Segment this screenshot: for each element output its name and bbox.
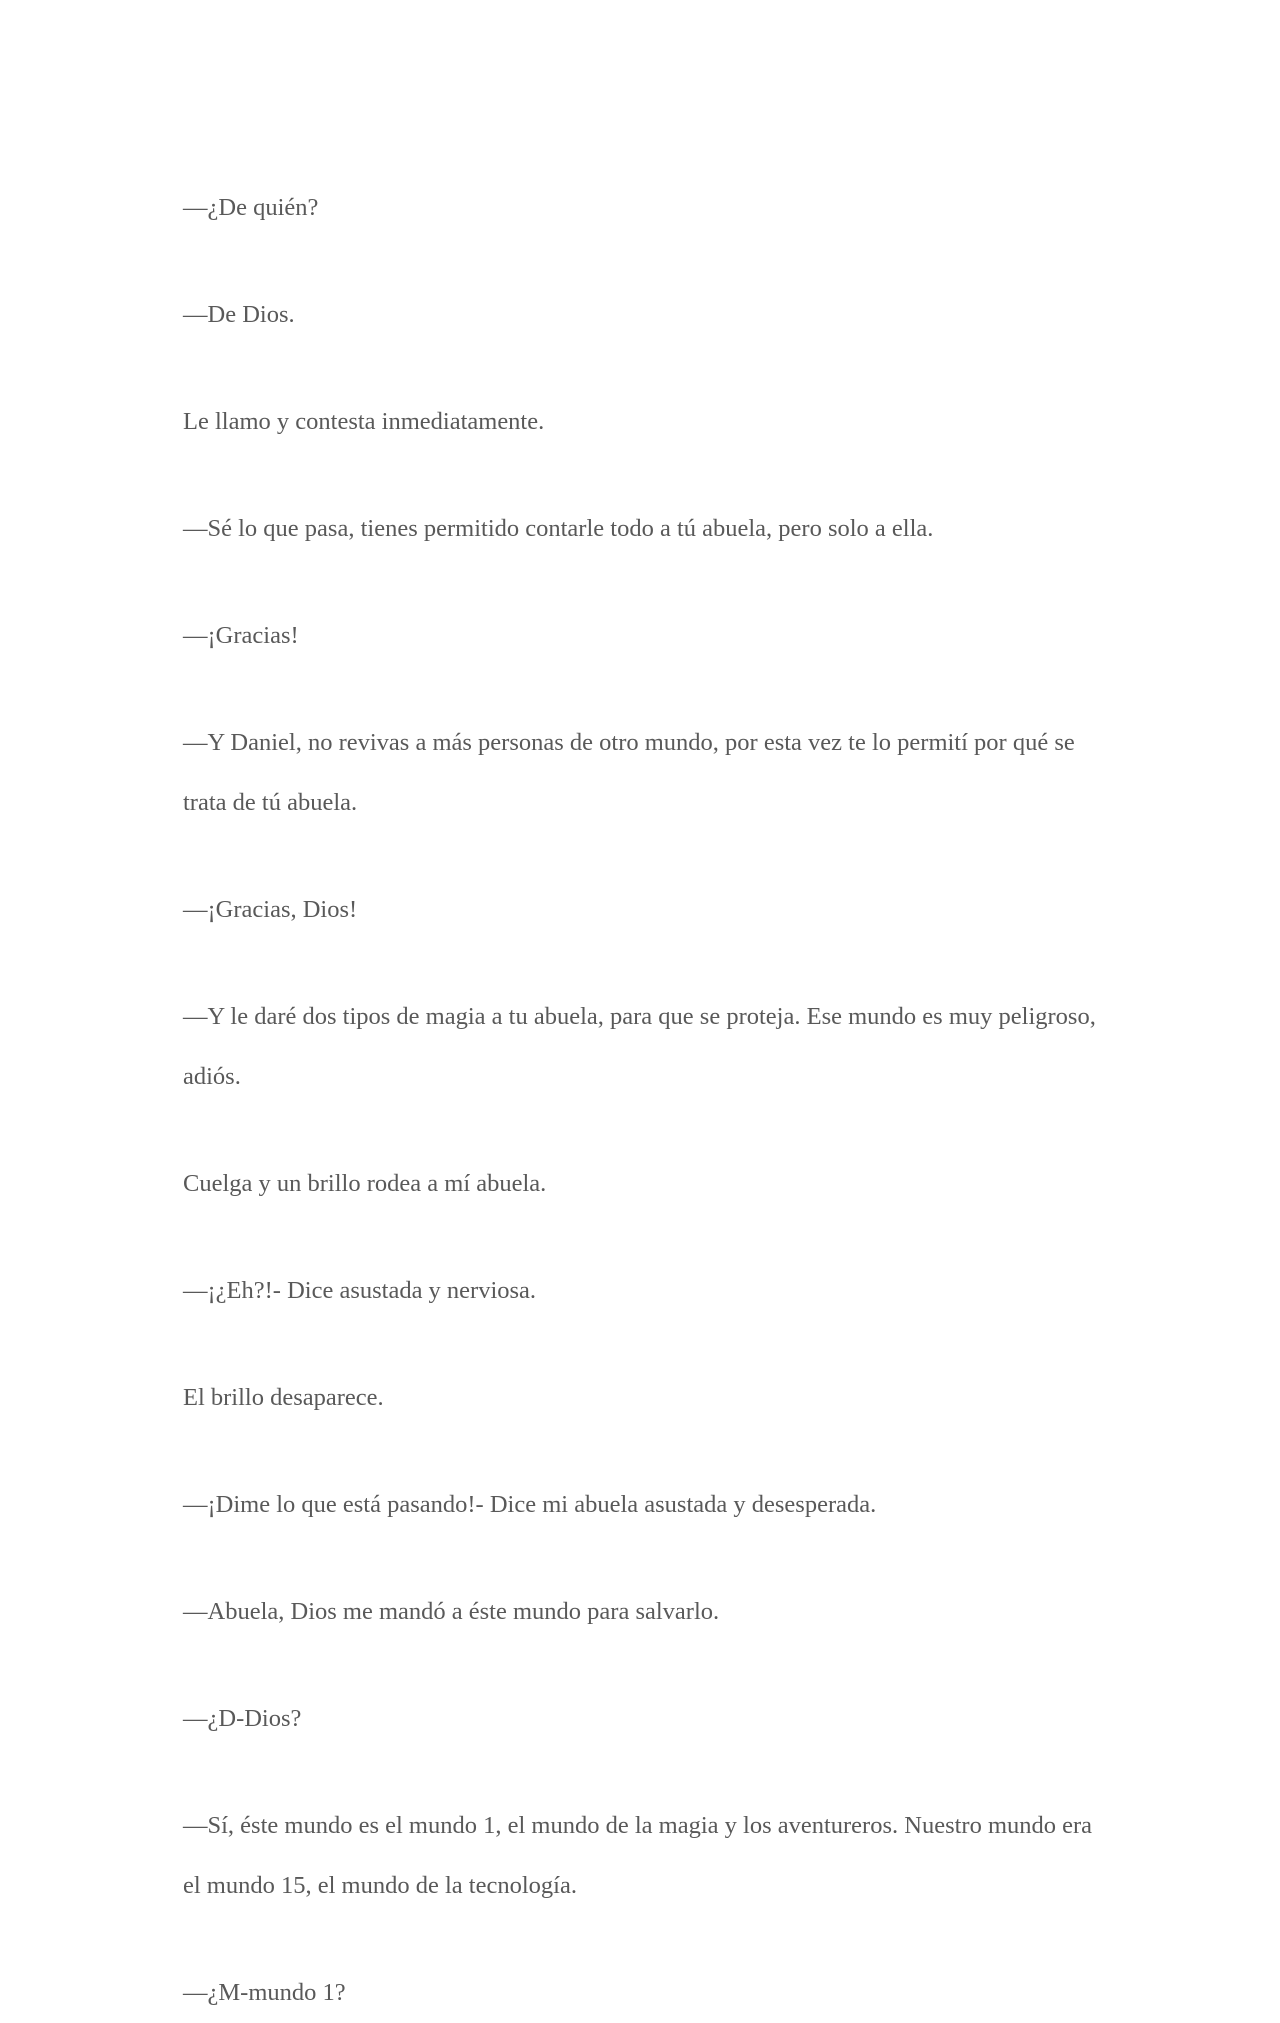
document-body — [183, 178, 1103, 2023]
paragraph: —¿D-Dios? — [183, 1705, 302, 1732]
paragraph: —¿M-mundo 1? — [183, 1979, 346, 2006]
paragraph: —¡Dime lo que está pasando!- Dice mi abuela asustada y desesperada. — [183, 1491, 877, 1518]
paragraph: Cuelga y un brillo rodea a mí abuela. — [183, 1170, 547, 1197]
paragraph: El brillo desaparece. — [183, 1384, 384, 1411]
paragraph: —Y Daniel, no revivas a más personas de otro mundo, por esta vez te lo permití por qué se trata de tú abuela. — [183, 729, 1075, 816]
paragraph: —¿De quién? — [183, 194, 319, 221]
paragraph: —Y le daré dos tipos de magia a tu abuela, para que se proteja. Ese mundo es muy peligroso, adiós. — [183, 1003, 1096, 1090]
paragraph: —Abuela, Dios me mandó a éste mundo para salvarlo. — [183, 1598, 720, 1625]
paragraph: —Sé lo que pasa, tienes permitido contarle todo a tú abuela, pero solo a ella. — [183, 515, 934, 542]
paragraph: —Sí, éste mundo es el mundo 1, el mundo de la magia y los aventureros. Nuestro mundo era el mundo 15, el mundo de la tecnología. — [183, 1812, 1093, 1899]
paragraph: —¡Gracias! — [183, 622, 299, 649]
paragraph: Le llamo y contesta inmediatamente. — [183, 408, 545, 435]
paragraph: —De Dios. — [183, 301, 295, 328]
paragraph: —¡¿Eh?!- Dice asustada y nerviosa. — [183, 1277, 537, 1304]
paragraph: —¡Gracias, Dios! — [183, 896, 358, 923]
